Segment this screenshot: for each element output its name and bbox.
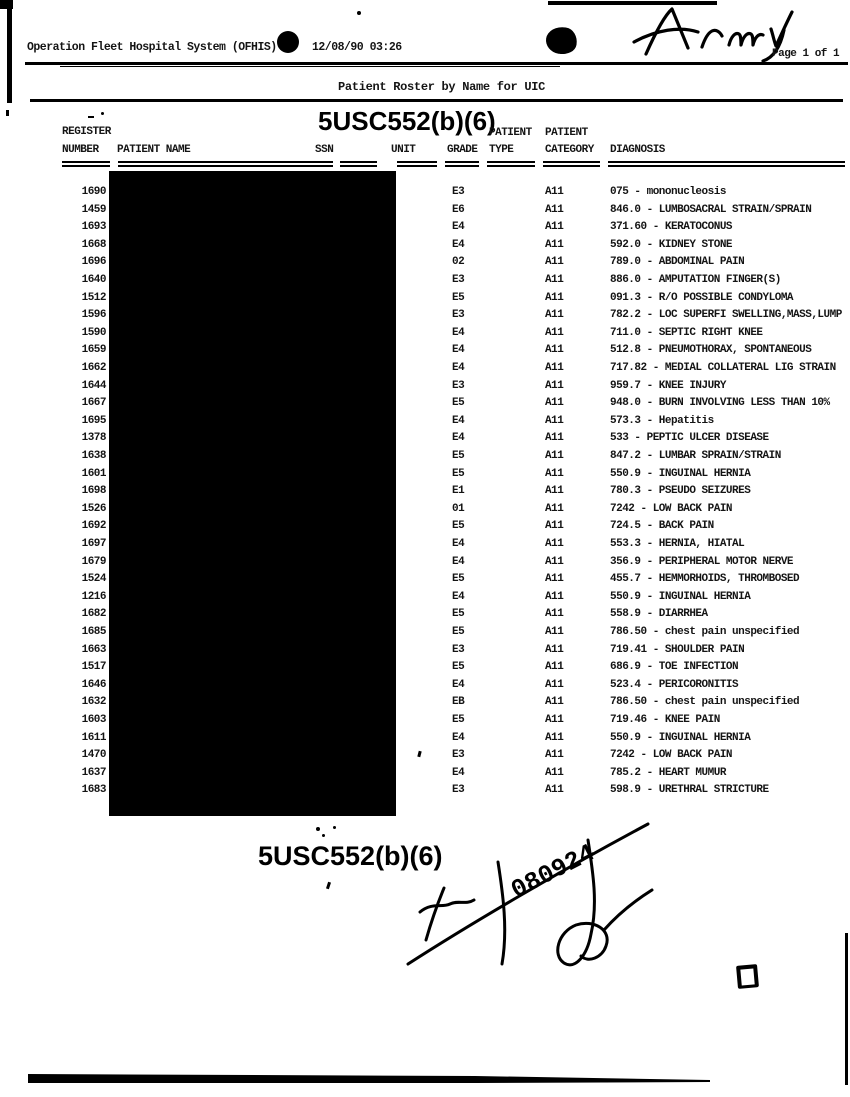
table-row — [0, 694, 850, 712]
table-row — [0, 624, 850, 642]
cell-register-number: 1524 — [81, 573, 106, 586]
cell-patient-category: A11 — [545, 538, 564, 550]
table-row — [0, 589, 850, 607]
cell-diagnosis: 719.41 - SHOULDER PAIN — [610, 643, 745, 656]
cell-grade: E6 — [452, 203, 465, 216]
cell-diagnosis: 717.82 - MEDIAL COLLATERAL LIG STRAIN — [610, 362, 836, 374]
cell-register-number: 1667 — [81, 397, 106, 410]
column-header-unit: UNIT — [391, 144, 416, 156]
cell-patient-category: A11 — [545, 485, 564, 498]
cell-patient-category: A11 — [545, 309, 564, 322]
ink-dot — [277, 31, 299, 53]
table-row — [0, 518, 850, 536]
cell-patient-category: A11 — [545, 274, 564, 286]
cell-patient-category: A11 — [545, 626, 564, 638]
cell-patient-category: A11 — [545, 520, 564, 533]
cell-grade: EB — [452, 696, 465, 709]
column-header-diagnosis: DIAGNOSIS — [610, 144, 665, 156]
table-row — [0, 606, 850, 624]
cell-grade: 02 — [452, 256, 465, 269]
cell-grade: E5 — [452, 661, 465, 674]
column-underline — [62, 161, 110, 167]
scan-speck — [101, 112, 104, 115]
column-underline — [445, 161, 479, 167]
cell-grade: E5 — [452, 467, 465, 480]
cell-patient-category: A11 — [545, 784, 564, 797]
table-row — [0, 448, 850, 466]
scan-speck — [6, 110, 9, 116]
cell-register-number: 1697 — [81, 538, 106, 550]
column-header-category-line1: PATIENT — [545, 127, 588, 139]
cell-register-number: 1668 — [81, 238, 106, 251]
column-header-grade: GRADE — [447, 144, 478, 156]
cell-patient-category: A11 — [545, 186, 564, 198]
cell-patient-category: A11 — [545, 291, 564, 304]
horizontal-rule — [25, 62, 848, 65]
cell-diagnosis: 523.4 - PERICORONITIS — [610, 678, 739, 691]
ink-blob — [544, 25, 579, 57]
cell-patient-category: A11 — [545, 555, 564, 568]
cell-diagnosis: 785.2 - HEART MUMUR — [610, 766, 726, 779]
cell-patient-category: A11 — [545, 502, 564, 515]
cell-diagnosis: 550.9 - INGUINAL HERNIA — [610, 731, 751, 744]
cell-register-number: 1526 — [81, 502, 106, 515]
cell-register-number: 1601 — [81, 467, 106, 480]
scan-speck — [316, 827, 320, 831]
cell-diagnosis: 371.60 - KERATOCONUS — [610, 221, 733, 234]
table-row — [0, 202, 850, 220]
column-underline — [118, 161, 333, 167]
cell-diagnosis: 356.9 - PERIPHERAL MOTOR NERVE — [610, 555, 794, 568]
scan-corner-mark — [0, 0, 13, 9]
system-title: Operation Fleet Hospital System (OFHIS) — [27, 41, 277, 54]
cell-patient-category: A11 — [545, 450, 564, 462]
handwritten-square-mark — [736, 964, 759, 989]
table-row — [0, 342, 850, 360]
cell-register-number: 1662 — [81, 362, 106, 374]
cell-grade: E5 — [452, 573, 465, 586]
cell-grade: E5 — [452, 397, 465, 410]
table-row — [0, 290, 850, 308]
cell-grade: E4 — [452, 678, 465, 691]
cell-grade: E4 — [452, 414, 465, 427]
cell-register-number: 1611 — [81, 731, 106, 744]
cell-patient-category: A11 — [545, 344, 564, 357]
scan-speck — [326, 882, 331, 890]
cell-patient-category: A11 — [545, 696, 564, 709]
cell-register-number: 1638 — [81, 450, 106, 462]
table-row — [0, 642, 850, 660]
cell-grade: E5 — [452, 626, 465, 638]
column-underline — [608, 161, 845, 167]
column-header-type-line2: TYPE — [489, 144, 514, 156]
table-row — [0, 254, 850, 272]
cell-diagnosis: 550.9 - INGUINAL HERNIA — [610, 590, 751, 603]
cell-register-number: 1698 — [81, 485, 106, 498]
cell-patient-category: A11 — [545, 467, 564, 480]
cell-grade: E4 — [452, 731, 465, 744]
cell-register-number: 1692 — [81, 520, 106, 533]
cell-grade: E4 — [452, 555, 465, 568]
signature — [392, 812, 672, 977]
table-row — [0, 395, 850, 413]
cell-grade: E4 — [452, 344, 465, 357]
horizontal-rule — [60, 66, 560, 67]
cell-patient-category: A11 — [545, 397, 564, 410]
cell-grade: E3 — [452, 643, 465, 656]
table-row — [0, 272, 850, 290]
column-header-ssn: SSN — [315, 144, 334, 156]
cell-register-number: 1690 — [81, 186, 106, 198]
table-row — [0, 782, 850, 800]
table-row — [0, 747, 850, 765]
cell-grade: E5 — [452, 714, 465, 726]
table-row — [0, 501, 850, 519]
column-underline — [340, 161, 377, 167]
cell-register-number: 1659 — [81, 344, 106, 357]
cell-patient-category: A11 — [545, 749, 564, 762]
column-header-register-line2: NUMBER — [62, 144, 99, 156]
cell-diagnosis: 091.3 - R/O POSSIBLE CONDYLOMA — [610, 291, 794, 304]
cell-register-number: 1378 — [81, 432, 106, 445]
cell-grade: E3 — [452, 749, 465, 762]
cell-diagnosis: 786.50 - chest pain unspecified — [610, 626, 800, 638]
scan-speck — [88, 116, 94, 118]
cell-diagnosis: 573.3 - Hepatitis — [610, 414, 714, 427]
cell-diagnosis: 075 - mononucleosis — [610, 186, 726, 198]
scan-edge-bar — [7, 4, 12, 103]
table-row — [0, 659, 850, 677]
table-row — [0, 413, 850, 431]
cell-grade: E4 — [452, 221, 465, 234]
cell-register-number: 1679 — [81, 555, 106, 568]
table-row — [0, 466, 850, 484]
cell-patient-category: A11 — [545, 678, 564, 691]
cell-register-number: 1685 — [81, 626, 106, 638]
cell-patient-category: A11 — [545, 432, 564, 445]
cell-register-number: 1695 — [81, 414, 106, 427]
cell-grade: E4 — [452, 538, 465, 550]
cell-diagnosis: 724.5 - BACK PAIN — [610, 520, 714, 533]
table-row — [0, 712, 850, 730]
cell-register-number: 1682 — [81, 608, 106, 621]
cell-register-number: 1216 — [81, 590, 106, 603]
column-header-type-line1: PATIENT — [489, 127, 532, 139]
cell-register-number: 1470 — [81, 749, 106, 762]
cell-patient-category: A11 — [545, 731, 564, 744]
page-number: Page 1 of 1 — [772, 48, 840, 60]
column-header-patient-name: PATIENT NAME — [117, 144, 191, 156]
table-row — [0, 307, 850, 325]
report-datetime: 12/08/90 03:26 — [312, 41, 402, 54]
signature-number: 080924 — [506, 838, 600, 906]
cell-diagnosis: 7242 - LOW BACK PAIN — [610, 749, 733, 762]
cell-grade: E4 — [452, 766, 465, 779]
cell-patient-category: A11 — [545, 362, 564, 374]
cell-patient-category: A11 — [545, 643, 564, 656]
roster-rows — [0, 184, 850, 809]
column-underline — [543, 161, 600, 167]
cell-diagnosis: 847.2 - LUMBAR SPRAIN/STRAIN — [610, 450, 781, 462]
cell-grade: E3 — [452, 379, 465, 392]
table-row — [0, 730, 850, 748]
cell-register-number: 1696 — [81, 256, 106, 269]
cell-register-number: 1644 — [81, 379, 106, 392]
table-row — [0, 536, 850, 554]
cell-diagnosis: 786.50 - chest pain unspecified — [610, 696, 800, 709]
redaction-statute-top: 5USC552(b)(6) — [318, 106, 496, 136]
cell-diagnosis: 512.8 - PNEUMOTHORAX, SPONTANEOUS — [610, 344, 812, 357]
cell-grade: 01 — [452, 502, 465, 515]
cell-diagnosis: 780.3 - PSEUDO SEIZURES — [610, 485, 751, 498]
cell-patient-category: A11 — [545, 238, 564, 251]
cell-diagnosis: 782.2 - LOC SUPERFI SWELLING,MASS,LUMP — [610, 309, 842, 322]
cell-grade: E5 — [452, 291, 465, 304]
table-row — [0, 765, 850, 783]
horizontal-rule — [30, 99, 843, 102]
table-row — [0, 219, 850, 237]
cell-grade: E4 — [452, 326, 465, 339]
cell-grade: E5 — [452, 608, 465, 621]
cell-diagnosis: 846.0 - LUMBOSACRAL STRAIN/SPRAIN — [610, 203, 812, 216]
cell-patient-category: A11 — [545, 661, 564, 674]
cell-register-number: 1637 — [81, 766, 106, 779]
cell-grade: E3 — [452, 784, 465, 797]
scan-bottom-bar — [25, 1070, 715, 1088]
column-underline — [397, 161, 437, 167]
cell-register-number: 1517 — [81, 661, 106, 674]
cell-diagnosis: 455.7 - HEMMORHOIDS, THROMBOSED — [610, 573, 800, 586]
table-row — [0, 237, 850, 255]
redaction-statute-bottom: 5USC552(b)(6) — [258, 841, 443, 871]
cell-grade: E4 — [452, 590, 465, 603]
cell-patient-category: A11 — [545, 590, 564, 603]
cell-patient-category: A11 — [545, 766, 564, 779]
cell-diagnosis: 959.7 - KNEE INJURY — [610, 379, 726, 392]
cell-patient-category: A11 — [545, 573, 564, 586]
cell-register-number: 1632 — [81, 696, 106, 709]
cell-register-number: 1683 — [81, 784, 106, 797]
table-row — [0, 677, 850, 695]
table-row — [0, 360, 850, 378]
table-row — [0, 554, 850, 572]
cell-grade: E4 — [452, 238, 465, 251]
cell-diagnosis: 550.9 - INGUINAL HERNIA — [610, 467, 751, 480]
cell-register-number: 1640 — [81, 274, 106, 286]
cell-patient-category: A11 — [545, 714, 564, 726]
cell-diagnosis: 719.46 - KNEE PAIN — [610, 714, 720, 726]
table-row — [0, 430, 850, 448]
cell-grade: E5 — [452, 520, 465, 533]
cell-diagnosis: 598.9 - URETHRAL STRICTURE — [610, 784, 769, 797]
cell-diagnosis: 789.0 - ABDOMINAL PAIN — [610, 256, 745, 269]
cell-diagnosis: 948.0 - BURN INVOLVING LESS THAN 10% — [610, 397, 830, 410]
cell-grade: E3 — [452, 309, 465, 322]
cell-diagnosis: 553.3 - HERNIA, HIATAL — [610, 538, 745, 550]
scan-edge-bar — [845, 933, 848, 1085]
cell-patient-category: A11 — [545, 326, 564, 339]
cell-grade: E3 — [452, 186, 465, 198]
cell-diagnosis: 7242 - LOW BACK PAIN — [610, 502, 733, 515]
table-row — [0, 378, 850, 396]
cell-diagnosis: 533 - PEPTIC ULCER DISEASE — [610, 432, 769, 445]
cell-grade: E3 — [452, 274, 465, 286]
cell-register-number: 1603 — [81, 714, 106, 726]
cell-diagnosis: 886.0 - AMPUTATION FINGER(S) — [610, 274, 781, 286]
cell-grade: E4 — [452, 432, 465, 445]
table-row — [0, 571, 850, 589]
cell-register-number: 1663 — [81, 643, 106, 656]
column-header-register-line1: REGISTER — [62, 126, 111, 138]
report-title: Patient Roster by Name for UIC — [338, 80, 546, 94]
scan-speck — [322, 834, 325, 837]
cell-diagnosis: 558.9 - DIARRHEA — [610, 608, 708, 621]
cell-register-number: 1596 — [81, 309, 106, 322]
cell-patient-category: A11 — [545, 608, 564, 621]
table-row — [0, 325, 850, 343]
cell-register-number: 1693 — [81, 221, 106, 234]
column-header-category-line2: CATEGORY — [545, 144, 594, 156]
cell-register-number: 1459 — [81, 203, 106, 216]
cell-patient-category: A11 — [545, 203, 564, 216]
cell-diagnosis: 686.9 - TOE INFECTION — [610, 661, 739, 674]
cell-diagnosis: 711.0 - SEPTIC RIGHT KNEE — [610, 326, 763, 339]
cell-patient-category: A11 — [545, 414, 564, 427]
table-row — [0, 184, 850, 202]
scan-speck — [357, 11, 361, 15]
scan-speck — [333, 826, 336, 829]
cell-grade: E1 — [452, 485, 465, 498]
cell-patient-category: A11 — [545, 221, 564, 234]
cell-patient-category: A11 — [545, 379, 564, 392]
cell-register-number: 1646 — [81, 678, 106, 691]
cell-grade: E5 — [452, 450, 465, 462]
cell-diagnosis: 592.0 - KIDNEY STONE — [610, 238, 733, 251]
cell-register-number: 1512 — [81, 291, 106, 304]
column-underline — [487, 161, 535, 167]
table-row — [0, 483, 850, 501]
cell-grade: E4 — [452, 362, 465, 374]
cell-patient-category: A11 — [545, 256, 564, 269]
cell-register-number: 1590 — [81, 326, 106, 339]
